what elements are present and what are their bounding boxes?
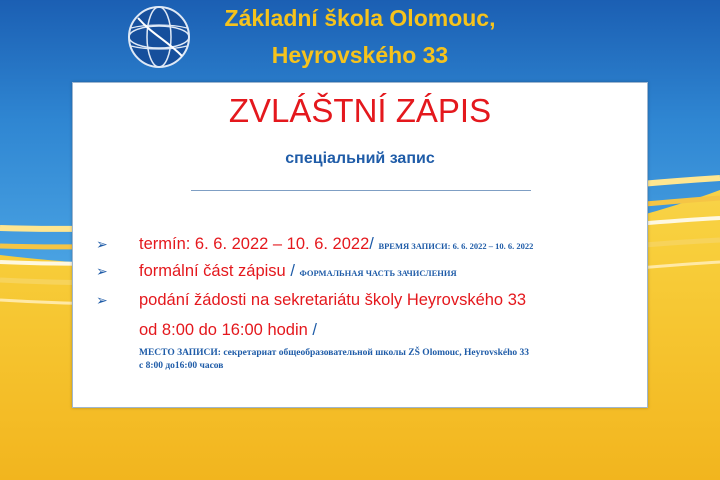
list-item-date [139,233,533,257]
place-text-ua [139,347,639,373]
formal-text-cz: formální část zápisu [139,262,286,280]
school-name-line-1: Základní škola Olomouc, [224,5,496,31]
notice-subtitle: спеціальний запис [285,150,435,167]
place-text-cz-2: od 8:00 do 16:00 hodin [139,321,308,339]
school-globe-logo [126,4,192,70]
list-item-place-line2 [139,319,317,341]
separator-slash: / [290,262,295,280]
divider-line [191,190,531,191]
bullet-arrow-icon: ➢ [96,263,108,279]
bullet-arrow-icon: ➢ [96,292,108,308]
place-text-ua-1: МЕСТО ЗАПИСИ: секретариат общеобразовательной школы ZŠ Olomouc, Heyrovského 33 [139,348,530,358]
date-text-cz: termín: 6. 6. 2022 – 10. 6. 2022 [139,235,370,253]
list-item-place-line1 [139,289,526,311]
separator-slash: / [312,321,318,339]
place-text-ua-2: с 8:00 до16:00 часов [139,361,224,371]
list-item-formal [139,260,457,284]
school-name-line-2: Heyrovského 33 [271,42,449,68]
bullet-arrow-icon: ➢ [96,236,108,252]
formal-text-ua: ФОРМАЛЬНАЯ ЧАСТЬ ЗАЧИСЛЕНИЯ [299,268,457,278]
place-text-cz-1: podání žádosti na sekretariátu školy Heyrovského 33 [139,291,527,309]
notice-title: ZVLÁŠTNÍ ZÁPIS [228,92,492,129]
date-text-ua: ВРЕМЯ ЗАПИСИ: 6. 6. 2022 – 10. 6. 2022 [378,241,534,251]
separator-slash: / [369,235,374,253]
notice-card [72,82,648,408]
